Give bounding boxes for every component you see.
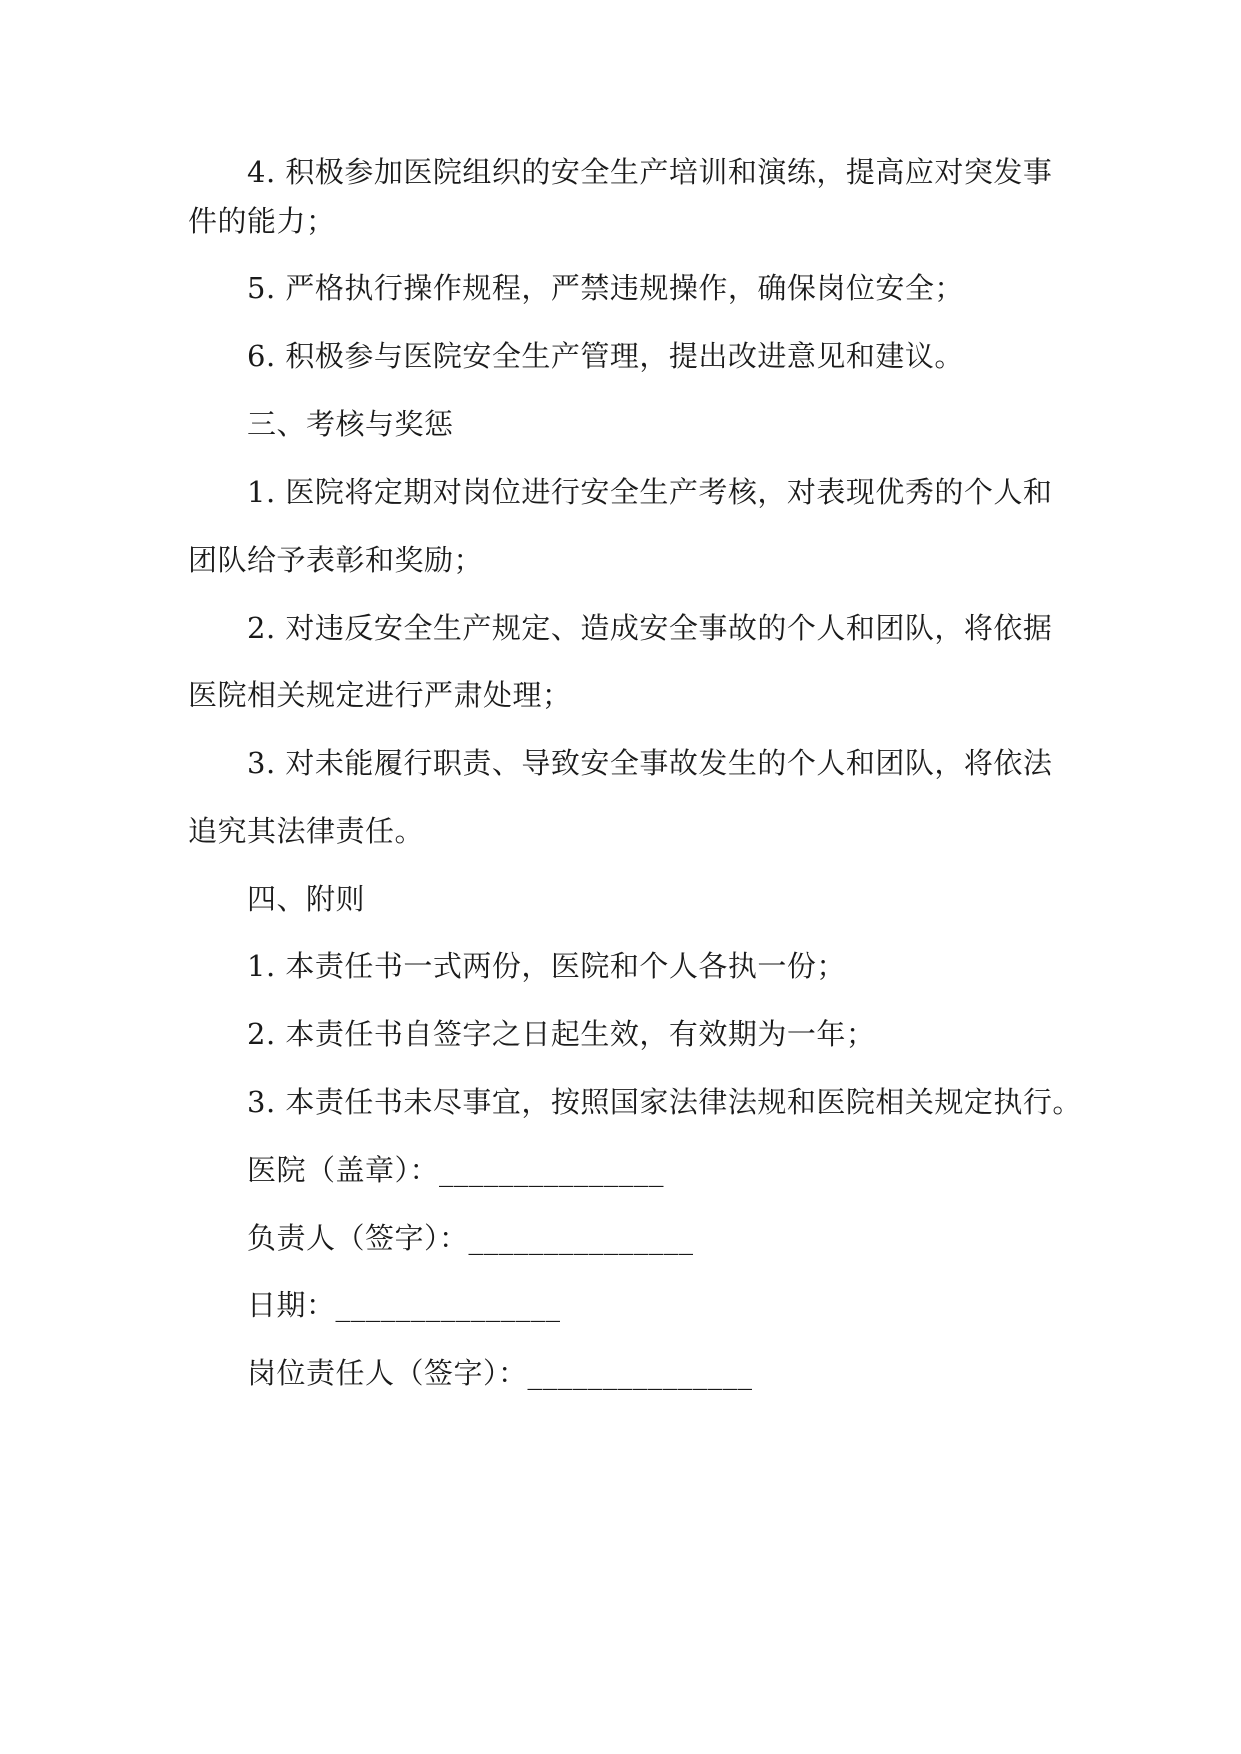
clause-2-4-line-1: 4. 积极参加医院组织的安全生产培训和演练，提高应对突发事 [247, 155, 1053, 189]
clause-3-2-line-1: 2. 对违反安全生产规定、造成安全事故的个人和团队，将依据 [247, 611, 1053, 645]
section-4-heading: 四、附则 [247, 882, 366, 916]
clause-2-4-line-2: 件的能力； [188, 204, 336, 238]
section-3-heading: 三、考核与奖惩 [247, 407, 454, 441]
post-responsible-signature-line: 岗位责任人（签字）：_______________ [247, 1356, 753, 1390]
clause-3-1-line-1: 1. 医院将定期对岗位进行安全生产考核，对表现优秀的个人和 [247, 475, 1053, 509]
clause-2-5: 5. 严格执行操作规程，严禁违规操作，确保岗位安全； [247, 271, 964, 305]
responsible-person-signature-line: 负责人（签字）：_______________ [247, 1221, 694, 1255]
clause-2-6: 6. 积极参与医院安全生产管理，提出改进意见和建议。 [247, 339, 964, 373]
clause-4-3: 3. 本责任书未尽事宜，按照国家法律法规和医院相关规定执行。 [247, 1085, 1082, 1119]
hospital-seal-line: 医院（盖章）：_______________ [247, 1153, 665, 1187]
clause-3-2-line-2: 医院相关规定进行严肃处理； [188, 678, 572, 712]
date-line: 日期：_______________ [247, 1288, 561, 1322]
clause-4-2: 2. 本责任书自签字之日起生效，有效期为一年； [247, 1017, 876, 1051]
clause-3-3-line-2: 追究其法律责任。 [188, 814, 425, 848]
clause-4-1: 1. 本责任书一式两份，医院和个人各执一份； [247, 949, 846, 983]
clause-3-1-line-2: 团队给予表彰和奖励； [188, 543, 484, 577]
clause-3-3-line-1: 3. 对未能履行职责、导致安全事故发生的个人和团队，将依法 [247, 746, 1053, 780]
